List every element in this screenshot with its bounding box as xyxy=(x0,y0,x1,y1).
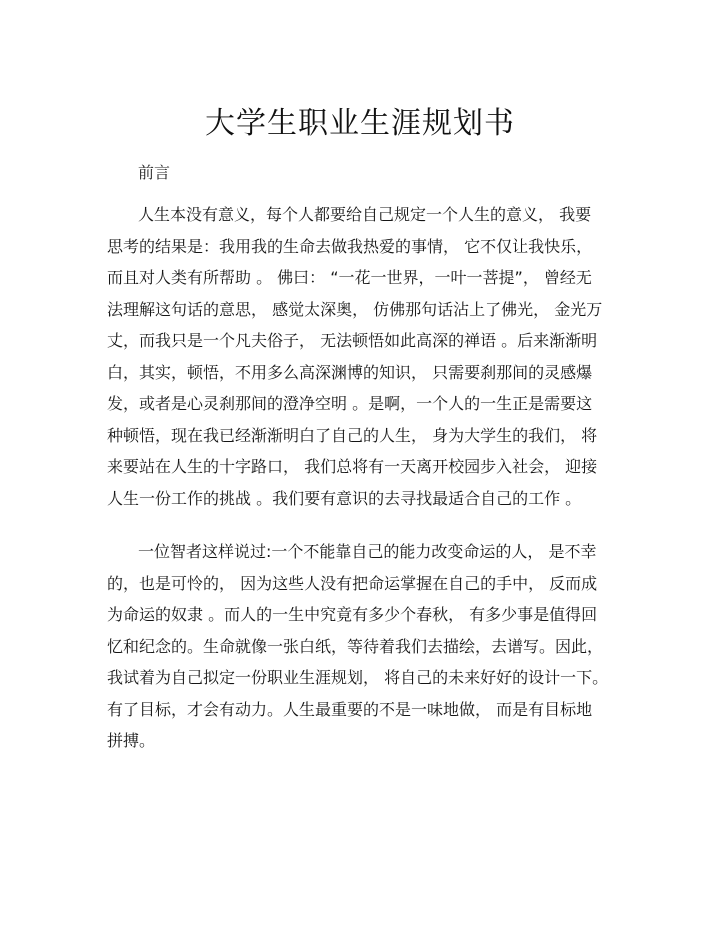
paragraph-line: 拼搏。 xyxy=(107,731,156,750)
paragraph-line: 而且对人类有所帮助 。 佛曰： “一花一世界，一叶一菩提”， 曾经无 xyxy=(107,268,592,287)
paragraph-line: 发，或者是心灵刹那间的澄净空明 。是啊，一个人的一生正是需要这 xyxy=(107,394,593,413)
paragraph-line: 来要站在人生的十字路口， 我们总将有一天离开校园步入社会， 迎接 xyxy=(107,457,598,476)
paragraph-line: 白，其实，顿悟，不用多么高深渊博的知识， 只需要刹那间的灵感爆 xyxy=(107,362,593,382)
paragraph-line: 有了目标，才会有动力。人生最重要的不是一味地做， 而是有目标地 xyxy=(107,699,593,719)
paragraph-line: 忆和纪念的。生命就像一张白纸，等待着我们去描绘，去谱写。因此， xyxy=(107,636,604,656)
paragraph-line: 一位智者这样说过:一个不能靠自己的能力改变命运的人， 是不幸 xyxy=(138,542,597,561)
paragraph-line: 丈，而我只是一个凡夫俗子， 无法顿悟如此高深的禅语 。后来渐渐明 xyxy=(107,331,598,350)
paragraph-line: 法理解这句话的意思， 感觉太深奥， 仿佛那句话沾上了佛光， 金光万 xyxy=(107,299,603,319)
paragraph-line: 我试着为自己拟定一份职业生涯规划， 将自己的未来好好的设计一下。 xyxy=(107,668,609,687)
paragraph-line: 为命运的奴隶 。而人的一生中究竟有多少个春秋， 有多少事是值得回 xyxy=(107,605,598,624)
document-title: 大学生职业生涯规划书 xyxy=(205,106,515,141)
paragraph-line: 的，也是可怜的， 因为这些人没有把命运掌握在自己的手中， 反而成 xyxy=(107,573,598,593)
paragraph-line: 人生本没有意义，每个人都要给自己规定一个人生的意义， 我要 xyxy=(138,205,592,224)
paragraph-line: 种顿悟，现在我已经渐渐明白了自己的人生， 身为大学生的我们， 将 xyxy=(107,425,598,445)
paragraph-line: 思考的结果是：我用我的生命去做我热爱的事情， 它不仅让我快乐， xyxy=(107,236,593,256)
paragraph-1 xyxy=(107,199,627,514)
paragraph-line: 人生一份工作的挑战 。我们要有意识的去寻找最适合自己的工作 。 xyxy=(107,488,582,508)
section-heading-preface: 前言 xyxy=(138,163,171,182)
paragraph-2 xyxy=(107,536,627,757)
